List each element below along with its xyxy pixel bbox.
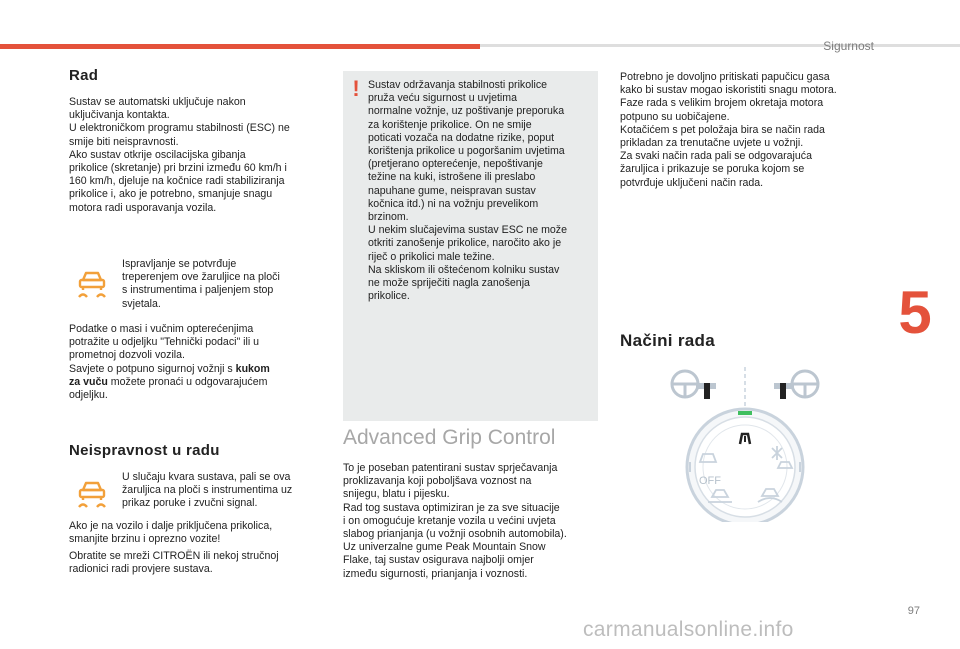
fault-paragraph-2: Obratite se mreži CITROËN ili nekoj stručnoj radionici radi provjere sustava. [69, 550, 279, 576]
heading-neispravnost: Neispravnost u radu [69, 442, 220, 459]
rad-paragraph: Sustav se automatski uključuje nakon uključivanja kontakta. U elektroničkom programu stabilnosti (ESC) ne smije biti neispravnosti. Ako sustav otkrije oscilacijska gibanja prikolice (skretanje) pri brzini između 60 km/h i 160 km/h, djeluje na kočnice radi stabiliziranja prikolice i, ako je potrebno, smanjuje snagu motora radi usporavanja vozila. [69, 96, 290, 214]
agc-paragraph: To je poseban patentirani sustav sprječavanja proklizavanja koji poboljšava voznost na snijegu, blatu i pijesku. Rad tog sustava optimiziran je za sve situacije i on omogućuje kretanje vozila u većini uvjeta slabog prianjanja (u vožnji osobnih automobila). Uz univerzalne gume Peak Mountain Snow Flake, taj sustav osigurava najbolji omjer između sigurnosti, prianjanja i voznosti. [343, 462, 567, 580]
chapter-number: 5 [898, 279, 932, 346]
esc-trailer-lamp-icon [75, 266, 109, 300]
lamp-note-2: U slučaju kvara sustava, pali se ova žaruljica na ploči s instrumentima uz prikaz poruke i zvučni signal. [122, 471, 293, 510]
fault-paragraph-1: Ako je na vozilo i dalje priključena prikolica, smanjite brzinu i oprezno vozite! [69, 520, 273, 546]
heading-nacini-rada: Načini rada [620, 331, 715, 350]
steering-wheel-right-icon [774, 371, 818, 399]
exclamation-icon: ! [352, 76, 360, 101]
lamp-note-1: Ispravljanje se potvrđuje treperenjem ove žaruljice na ploči s instrumentima i paljenjem stop svjetala. [122, 258, 280, 310]
header-rule [480, 44, 960, 47]
esc-trailer-fault-lamp-icon [75, 476, 109, 510]
heading-advanced-grip-control: Advanced Grip Control [343, 426, 556, 449]
watermark: carmanualsonline.info [583, 618, 794, 641]
dial-off-label: OFF [699, 475, 721, 487]
intro-paragraph: Potrebno je dovoljno pritiskati papučicu gasa kako bi sustav mogao iskoristiti snagu motora. Faze rada s velikim brojem okretaja motora potpuno su uobičajene. Kotačićem s pet položaja bira se način rada prikladan za trenutačne uvjete u vožnji. Za svaki način rada pali se odgovarajuća žaruljica i prikazuje se poruka kojom se potvrđuje uključeni način rada. [620, 71, 837, 189]
mass-paragraph: Podatke o masi i vučnim opterećenjima potražite u odjeljku "Tehnički podaci" ili u prometnoj dozvoli vozila. Savjete o potpuno sigurnoj vožnji s kukom za vuču možete pronaći u odgovarajućem odjeljku. [69, 323, 270, 402]
grip-control-dial-icon [660, 362, 830, 522]
steering-wheel-left-icon [672, 371, 716, 399]
heading-rad: Rad [69, 67, 99, 84]
section-title: Sigurnost [823, 39, 874, 53]
warning-text: Sustav održavanja stabilnosti prikolice pruža veću sigurnost u uvjetima normalne vožnje, uz poštivanje preporuka za korištenje prikolice. On ne smije poticati vozača na dodatne rizike, poput korištenja prikolice u pogoršanim uvjetima (pretjerano opterećenje, nepoštivanje težine na kuki, istrošene ili preslabo napuhane gume, neispravan sustav kočnica itd.) ni na vožnju prevelikom brzinom. U nekim slučajevima sustav ESC ne može otkriti zanošenje prikolice, naročito ako je riječ o prikolici male težine. Na skliskom ili oštećenom kolniku sustav ne može spriječiti nagla zanošenja prikolice. [368, 79, 568, 303]
header-accent-bar [0, 44, 480, 49]
page-number: 97 [907, 605, 920, 617]
